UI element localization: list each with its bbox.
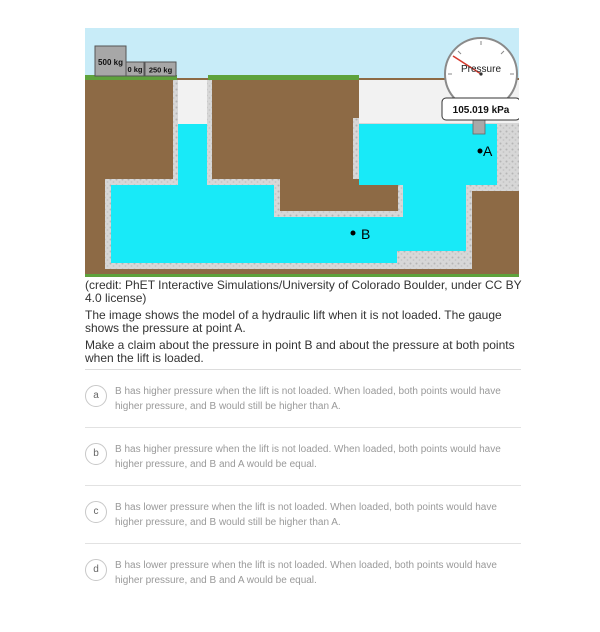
question-prompt: Make a claim about the pressure in point B and about the pressure at both points when the lift is loaded.: [85, 338, 515, 365]
svg-text:250 kg: 250 kg: [148, 65, 173, 75]
weight-250kg[interactable]: [145, 62, 176, 76]
option-text-a[interactable]: B has higher pressure when the lift is not loaded. When loaded, both points would have higher pressure, and B would still be higher than A.: [115, 386, 501, 412]
weight-500kg[interactable]: [95, 46, 126, 76]
option-text-d[interactable]: B has lower pressure when the lift is not loaded. When loaded, both points would have higher pressure, and B and A would be equal.: [115, 560, 497, 586]
question-description: The image shows the model of a hydraulic lift when it is not loaded. The gauge shows the pressure at point A.: [85, 308, 502, 335]
bottom-grass: [85, 274, 519, 277]
svg-text:A: A: [483, 143, 493, 159]
hydraulic-lift-simulation: [85, 28, 519, 277]
option-c[interactable]: [85, 486, 521, 544]
weight-0kg[interactable]: [126, 62, 144, 76]
option-letter-d[interactable]: d: [85, 559, 107, 581]
svg-text:B: B: [361, 226, 371, 242]
svg-text:0 kg: 0 kg: [127, 65, 143, 74]
option-letter-b[interactable]: b: [85, 443, 107, 465]
answer-options: [85, 369, 521, 601]
svg-text:Pressure: Pressure: [460, 64, 502, 75]
option-a[interactable]: [85, 370, 521, 428]
option-text-c[interactable]: B has lower pressure when the lift is not loaded. When loaded, both points would have higher pressure, and B would still be higher than A.: [115, 502, 497, 528]
option-d[interactable]: [85, 544, 521, 601]
left-cylinder-air: [178, 80, 207, 124]
option-text-b[interactable]: B has higher pressure when the lift is not loaded. When loaded, both points would have higher pressure, and B and A would be equal.: [115, 444, 501, 470]
grass-middle: [208, 75, 359, 80]
option-letter-c[interactable]: c: [85, 501, 107, 523]
svg-text:105.019 kPa: 105.019 kPa: [452, 105, 510, 116]
svg-text:500 kg: 500 kg: [98, 58, 123, 67]
option-letter-a[interactable]: a: [85, 385, 107, 407]
pressure-gauge[interactable]: [442, 38, 519, 134]
image-credit: (credit: PhET Interactive Simulations/University of Colorado Boulder, under CC BY 4.0 license): [85, 278, 522, 305]
option-b[interactable]: [85, 428, 521, 486]
